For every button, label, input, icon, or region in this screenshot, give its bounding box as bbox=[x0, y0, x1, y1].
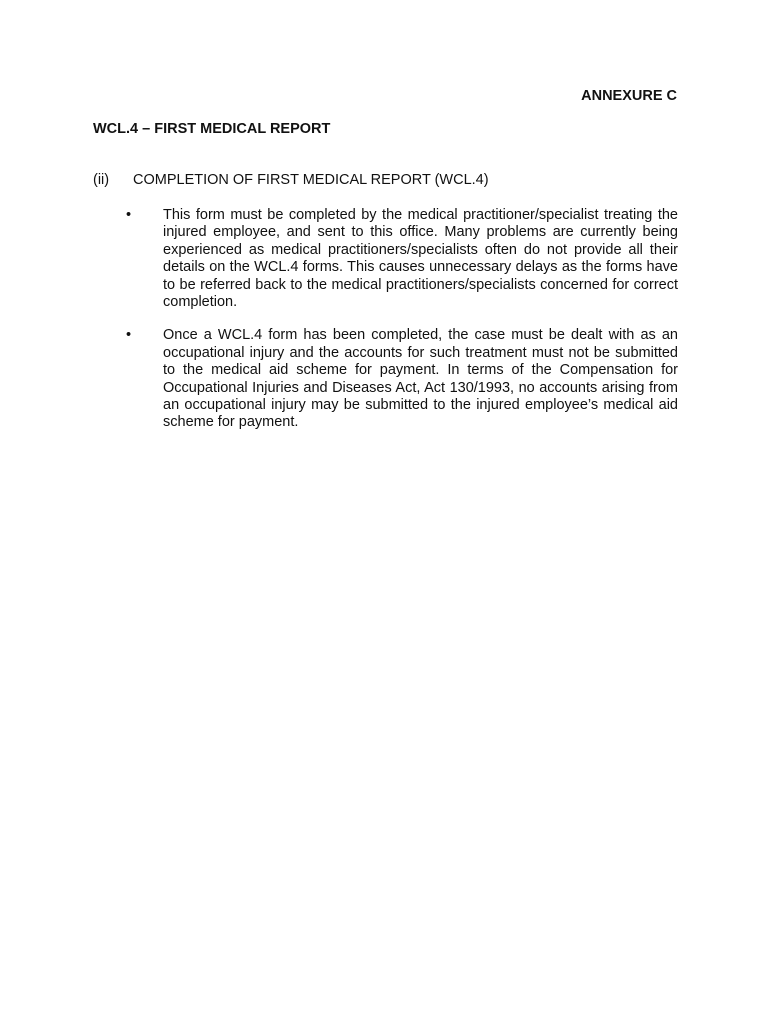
section-title: COMPLETION OF FIRST MEDICAL REPORT (WCL.4) bbox=[133, 172, 489, 188]
annexure-label: ANNEXURE C bbox=[581, 88, 677, 104]
section-number: (ii) bbox=[93, 172, 110, 188]
bullet-marker: • bbox=[126, 327, 132, 344]
paragraph-text: This form must be completed by the medical practitioner/specialist treating the injured employee, and sent to this office. Many problems are currently being experienced as medical practitioners/specialists often do not provide all their details on the WCL.4 forms. This causes unnecessary delays as the forms have to be referred back to the medical practitioners/specialists concerned for correct completion. bbox=[163, 207, 678, 311]
bullet-marker: • bbox=[126, 207, 132, 223]
bullet-list bbox=[93, 207, 678, 448]
paragraph-text: Once a WCL.4 form has been completed, the case must be dealt with as an occupational injury and the accounts for such treatment must not be submitted to the medical aid scheme for payment. In terms of the Compensation for Occupational Injuries and Diseases Act, Act 130/1993, no accounts arising from an occupational injury may be submitted to the injured employee’s medical aid scheme for payment. bbox=[163, 327, 678, 431]
list-item bbox=[93, 327, 678, 431]
list-item bbox=[93, 207, 678, 311]
document-title: WCL.4 – FIRST MEDICAL REPORT bbox=[93, 121, 331, 137]
